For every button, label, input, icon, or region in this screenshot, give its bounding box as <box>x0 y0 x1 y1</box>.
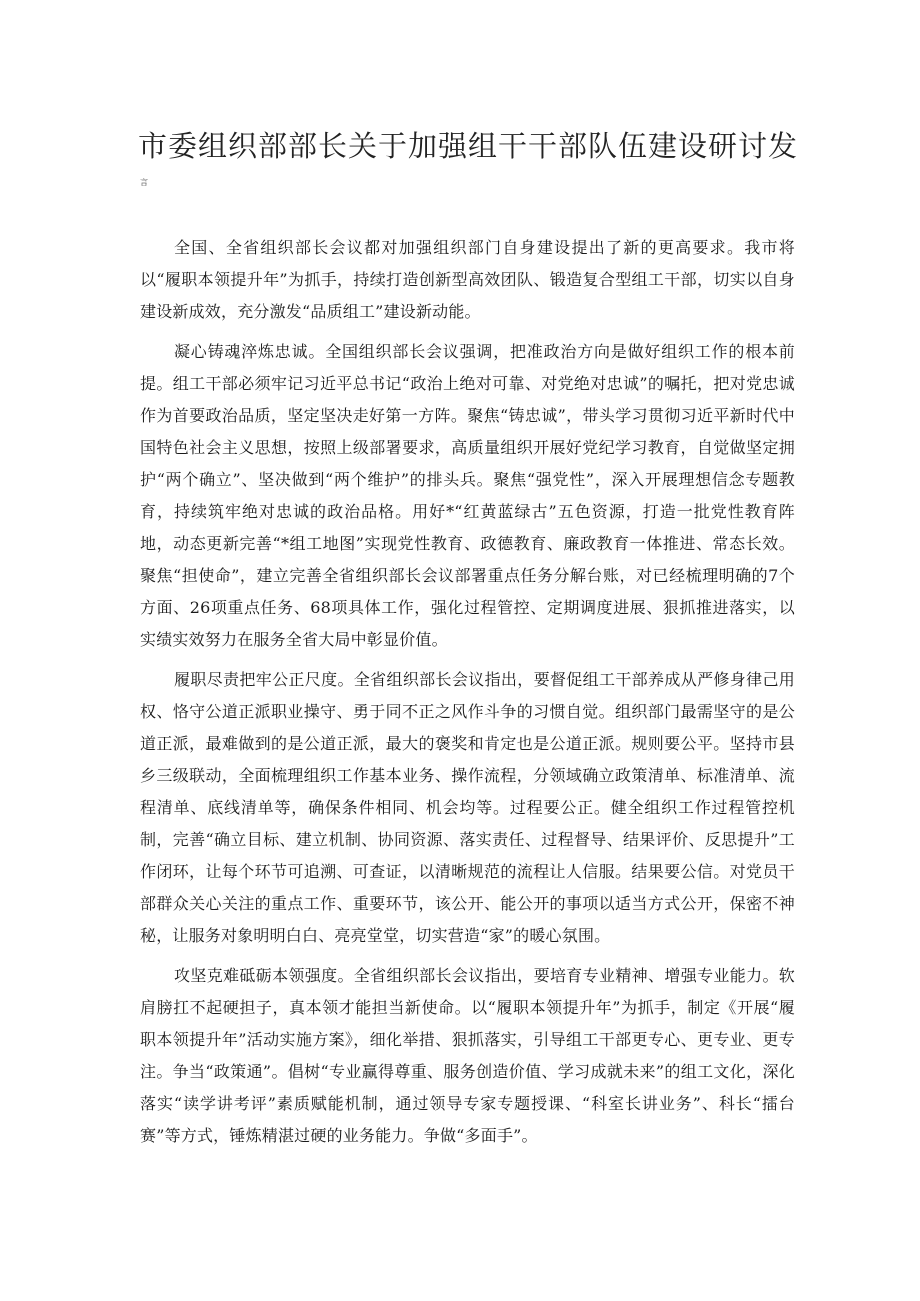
paragraph-fairness: 履职尽责把牢公正尺度。全省组织部长会议指出，要督促组工干部养成从严修身律己用权、恪守公道正派职业操守、勇于同不正之风作斗争的习惯自觉。组织部门最需坚守的是公道正派，最难做到的是公道正派，最大的褒奖和肯定也是公道正派。规则要公平。坚持市县乡三级联动，全面梳理组织工作基本业务、操作流程，分领域确立政策清单、标准清单、流程清单、底线清单等，确保条件相同、机会均等。过程要公正。健全组织工作过程管控机制，完善“确立目标、建立机制、协同资源、落实责任、过程督导、结果评价、反思提升”工作闭环，让每个环节可追溯、可查证，以清晰规范的流程让人信服。结果要公信。对党员干部群众关心关注的重点工作、重要环节，该公开、能公开的事项以适当方式公开，保密不神秘，让服务对象明明白白、亮亮堂堂，切实营造“家”的暖心氛围。 <box>140 670 795 945</box>
document-subtitle: 言 <box>140 178 148 187</box>
document-title: 市委组织部部长关于加强组干干部队伍建设研讨发 <box>138 129 799 163</box>
paragraph-capability: 攻坚克难砥砺本领强度。全省组织部长会议指出，要培育专业精神、增强专业能力。软肩膀扛不起硬担子，真本领才能担当新使命。以“履职本领提升年”为抓手，制定《开展“履职本领提升年”活动实施方案》，细化举措、狠抓落实，引导组工干部更专心、更专业、更专注。争当“政策通”。倡树“专业赢得尊重、服务创造价值、学习成就未来”的组工文化，深化落实“读学讲考评”素质赋能机制，通过领导专家专题授课、“科室长讲业务”、科长“擂台赛”等方式，锤炼精湛过硬的业务能力。争做“多面手”。 <box>140 966 795 1145</box>
paragraph-intro: 全国、全省组织部长会议都对加强组织部门自身建设提出了新的更高要求。我市将以“履职本领提升年”为抓手，持续打造创新型高效团队、锻造复合型组工干部，切实以自身建设新成效，充分激发“品质组工”建设新动能。 <box>140 238 795 321</box>
paragraph-loyalty: 凝心铸魂淬炼忠诚。全国组织部长会议强调，把准政治方向是做好组织工作的根本前提。组工干部必须牢记习近平总书记“政治上绝对可靠、对党绝对忠诚”的嘱托，把对党忠诚作为首要政治品质，坚定坚决走好第一方阵。聚焦“铸忠诚”，带头学习贯彻习近平新时代中国特色社会主义思想，按照上级部署要求，高质量组织开展好党纪学习教育，自觉做坚定拥护“两个确立”、坚决做到“两个维护”的排头兵。聚焦“强党性”，深入开展理想信念专题教育，持续筑牢绝对忠诚的政治品格。用好*“红黄蓝绿古”五色资源，打造一批党性教育阵地，动态更新完善“*组工地图”实现党性教育、政德教育、廉政教育一体推进、常态长效。聚焦“担使命”，建立完善全省组织部长会议部署重点任务分解台账，对已经梳理明确的7个方面、26项重点任务、68项具体工作，强化过程管控、定期调度进展、狠抓推进落实，以实绩实效努力在服务全省大局中彰显价值。 <box>140 342 795 649</box>
document-body <box>140 232 795 1160</box>
